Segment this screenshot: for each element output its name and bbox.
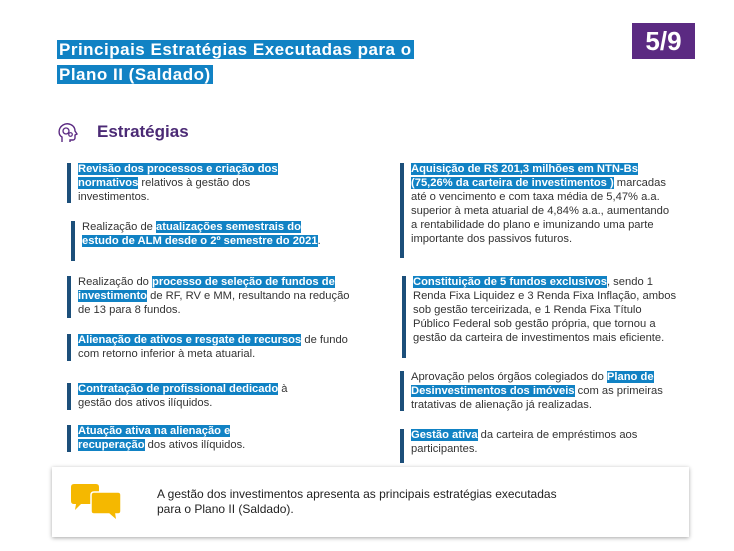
- strategy-item-left-6: Atuação ativa na alienação e recuperação dos ativos ilíquidos.: [78, 424, 298, 452]
- strategy-item-left-5: Contratação de profissional dedicado à gestão dos ativos ilíquidos.: [78, 382, 323, 410]
- item-bar: [71, 221, 75, 261]
- page-title: Principais Estratégias Executadas para o Plano II (Saldado): [59, 40, 412, 84]
- item-bar: [400, 429, 404, 463]
- strategy-item-left-1: Revisão dos processos e criação dos normativos relativos à gestão dos investimentos.: [78, 162, 323, 204]
- item-bar: [400, 163, 404, 258]
- item-bar: [67, 383, 71, 410]
- item-bar: [67, 334, 71, 361]
- strategy-item-left-3: Realização do processo de seleção de fundos de investimento de RF, RV e MM, resultando na redução de 13 para 8 fundos.: [78, 275, 358, 317]
- strategy-item-right-3: Aprovação pelos órgãos colegiados do Plano de Desinvestimentos dos imóveis com as primeiras tratativas de alienação já realizadas.: [411, 370, 681, 412]
- item-bar: [400, 371, 404, 411]
- page-number-badge: 5/9: [632, 23, 695, 59]
- item-bar: [67, 425, 71, 452]
- strategy-item-right-4: Gestão ativa da carteira de empréstimos aos participantes.: [411, 428, 676, 456]
- item-bar: [67, 163, 71, 203]
- strategy-item-right-2: Constituição de 5 fundos exclusivos, sendo 1 Renda Fixa Liquidez e 3 Renda Fixa Inflação, ambos sob gestão terceirizada, e 1 Renda Fixa Título Público Federal sob gestão própria, que tornou a gestão da carteira de investimentos mais eficiente.: [413, 275, 678, 345]
- strategy-item-left-4: Alienação de ativos e resgate de recursos de fundo com retorno inferior à meta atuarial.: [78, 333, 348, 361]
- summary-text: A gestão dos investimentos apresenta as principais estratégias executadas para o Plano II (Saldado).: [157, 487, 557, 516]
- summary-box: [52, 467, 689, 537]
- item-bar: [402, 276, 406, 358]
- section-title: Estratégias: [97, 122, 189, 141]
- chat-bubbles-icon: [69, 483, 123, 523]
- item-bar: [67, 276, 71, 318]
- strategy-item-right-1: Aquisição de R$ 201,3 milhões em NTN-Bs (75,26% da carteira de investimentos ) marcadas até o vencimento e com taxa média de 5,47% a.a. superior à meta atuarial de 4,84% a.a., aumentando a rentabilidade do plano e imunizando uma parte importante dos passivos futuros.: [411, 162, 676, 246]
- strategy-item-left-2: Realização de atualizações semestrais do estudo de ALM desde o 2º semestre do 2021.: [82, 220, 322, 248]
- gear-head-icon: [56, 122, 78, 144]
